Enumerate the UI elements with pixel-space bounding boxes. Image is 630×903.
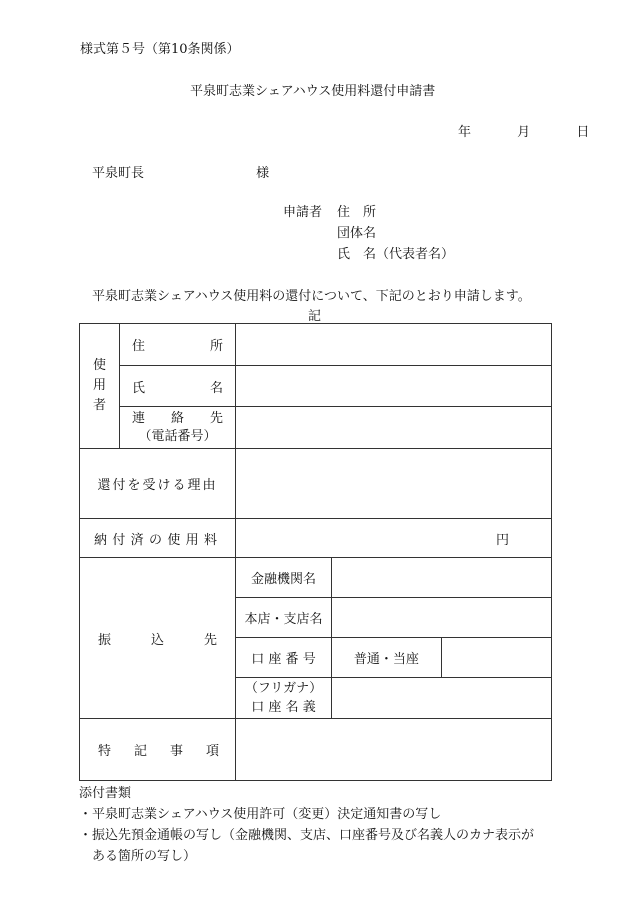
attachments-heading: 添付書類 bbox=[79, 786, 132, 801]
label-char: 事 bbox=[169, 744, 183, 759]
label-char: 先 bbox=[209, 410, 223, 426]
label-char: 住 bbox=[132, 339, 146, 354]
intro-text: 平泉町志業シェアハウス使用料の還付について、下記のとおり申請します。 bbox=[92, 289, 531, 304]
reason-label-cell bbox=[80, 449, 236, 519]
name-field[interactable] bbox=[236, 366, 552, 407]
attachments bbox=[79, 783, 534, 867]
bank-table bbox=[236, 558, 551, 718]
label-char: 連 bbox=[132, 410, 146, 426]
name-label-cell bbox=[120, 366, 236, 407]
application-table bbox=[79, 323, 552, 781]
attachment-item: ある箇所の写し） bbox=[79, 849, 197, 864]
label-char: 絡 bbox=[170, 410, 184, 426]
transfer-label-cell bbox=[80, 558, 236, 719]
applicant-label: 申請者 bbox=[283, 205, 323, 220]
branch-label: 本店・支店名 bbox=[236, 597, 332, 637]
user-char: 使 bbox=[92, 358, 106, 373]
account-holder-field[interactable] bbox=[332, 677, 552, 718]
attachment-item: ・振込先預金通帳の写し（金融機関、支店、口座番号及び名義人のカナ表示が bbox=[79, 828, 535, 843]
date-year: 年 bbox=[458, 125, 472, 140]
attachment-item: ・平泉町志業シェアハウス使用許可（変更）決定通知書の写し bbox=[79, 807, 442, 822]
applicant-address-label: 住 所 bbox=[337, 205, 377, 220]
contact-sub-label: （電話番号） bbox=[138, 428, 217, 444]
applicant-name-label: 氏 名（代表者名） bbox=[337, 247, 455, 262]
date-day: 日 bbox=[576, 125, 590, 140]
date-line bbox=[458, 121, 589, 140]
reason-label: 還付を受ける理由 bbox=[97, 478, 218, 493]
applicant-block bbox=[283, 203, 454, 266]
furigana-label: （フリガナ） bbox=[244, 680, 323, 696]
label-char: 特 bbox=[98, 744, 112, 759]
account-no-label: 口 座 番 号 bbox=[236, 637, 332, 677]
contact-field[interactable] bbox=[236, 407, 552, 449]
account-type-field[interactable]: 普通・当座 bbox=[332, 637, 442, 677]
label-char: 納 bbox=[94, 532, 108, 548]
form-number: 様式第５号（第10条関係） bbox=[80, 42, 240, 57]
address-label-cell bbox=[120, 324, 236, 366]
label-char: 氏 bbox=[132, 380, 146, 396]
label-char: 振 bbox=[98, 632, 112, 648]
paid-fee-label-cell bbox=[80, 519, 236, 558]
label-char: 用 bbox=[185, 532, 199, 548]
remarks-label-cell bbox=[80, 719, 236, 781]
label-char: 付 bbox=[112, 532, 126, 548]
label-char: 使 bbox=[167, 532, 181, 548]
label-char: 料 bbox=[203, 532, 217, 548]
account-no-field[interactable] bbox=[441, 637, 551, 677]
applicant-group-label: 団体名 bbox=[337, 226, 377, 241]
bank-name-field[interactable] bbox=[332, 558, 552, 597]
account-holder-label: 口 座 名 義 bbox=[251, 699, 316, 715]
bank-info-cell bbox=[236, 558, 552, 719]
date-month: 月 bbox=[517, 125, 531, 140]
label-char: 所 bbox=[209, 339, 223, 354]
bank-name-label: 金融機関名 bbox=[236, 558, 332, 597]
label-char: 込 bbox=[150, 632, 164, 648]
label-char: 項 bbox=[205, 744, 219, 759]
remarks-field[interactable] bbox=[236, 719, 552, 781]
branch-field[interactable] bbox=[332, 597, 552, 637]
label-char: の bbox=[148, 532, 162, 548]
user-group-cell bbox=[80, 324, 120, 449]
account-holder-label-cell bbox=[236, 677, 332, 718]
label-char: 記 bbox=[133, 744, 147, 759]
user-char: 用 bbox=[92, 378, 106, 393]
label-char: 先 bbox=[203, 632, 217, 648]
address-field[interactable] bbox=[236, 324, 552, 366]
page-title: 平泉町志業シェアハウス使用料還付申請書 bbox=[190, 84, 436, 99]
ki-heading: 記 bbox=[308, 309, 322, 324]
label-char: 済 bbox=[130, 532, 144, 548]
paid-fee-field[interactable] bbox=[236, 519, 552, 558]
reason-field[interactable] bbox=[236, 449, 552, 519]
user-char: 者 bbox=[92, 398, 106, 413]
label-char: 名 bbox=[209, 380, 223, 396]
yen-unit: 円 bbox=[495, 532, 509, 548]
addressee-suffix: 様 bbox=[256, 166, 270, 181]
addressee bbox=[92, 162, 269, 181]
addressee-name: 平泉町長 bbox=[92, 166, 145, 181]
contact-label-cell bbox=[120, 407, 236, 449]
